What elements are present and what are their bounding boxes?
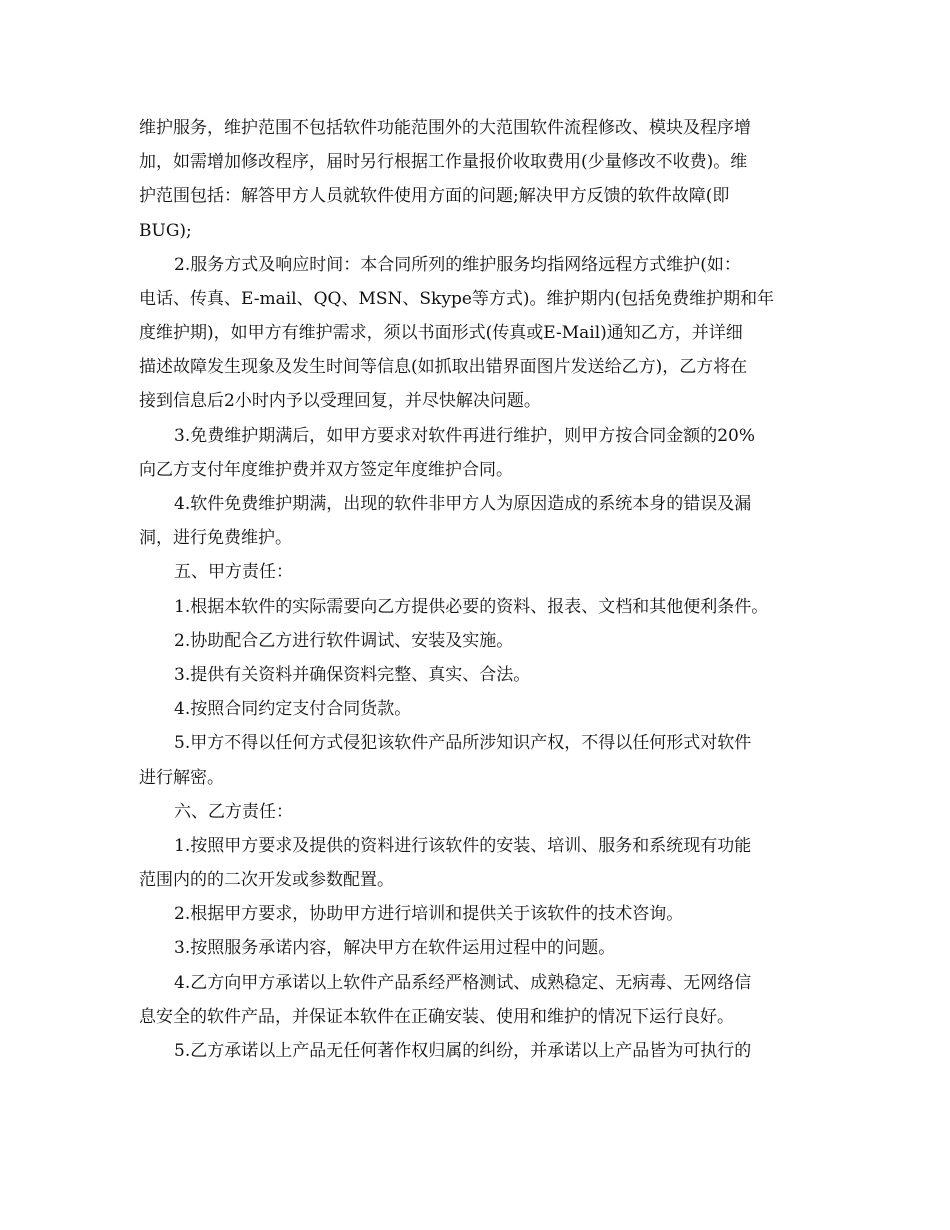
text-line: 维护服务，维护范围不包括软件功能范围外的大范围软件流程修改、模块及程序增 [139, 118, 751, 138]
text-line: 度维护期)，如甲方有维护需求，须以书面形式(传真或E-Mail)通知乙方，并详细 [139, 323, 743, 343]
list-item: 3.按照服务承诺内容，解决甲方在软件运用过程中的问题。 [174, 938, 616, 958]
text-line: 进行解密。 [139, 768, 224, 788]
list-item: 2.协助配合乙方进行软件调试、安装及实施。 [174, 631, 514, 651]
list-item: 4.按照合同约定支付合同货款。 [174, 699, 412, 719]
text-line: 电话、传真、E-mail、QQ、MSN、Skype等方式)。维护期内(包括免费维护期和年 [139, 289, 775, 309]
list-item: 5.甲方不得以任何方式侵犯该软件产品所涉知识产权，不得以任何形式对软件 [174, 733, 752, 753]
list-item: 3.提供有关资料并确保资料完整、真实、合法。 [174, 665, 531, 685]
paragraph-first-line: 3.免费维护期满后，如甲方要求对软件再进行维护，则甲方按合同金额的20% [174, 426, 756, 446]
text-line: 息安全的软件产品，并保证本软件在正确安装、使用和维护的情况下运行良好。 [139, 1007, 734, 1027]
list-item: 4.乙方向甲方承诺以上软件产品系经严格测试、成熟稳定、无病毒、无网络信 [174, 973, 752, 993]
text-line: 向乙方支付年度维护费并双方签定年度维护合同。 [139, 460, 513, 480]
text-line: BUG); [139, 221, 192, 241]
text-line: 接到信息后2小时内予以受理回复，并尽快解决问题。 [139, 391, 541, 411]
text-line: 洞，进行免费维护。 [139, 528, 292, 548]
section-heading: 五、甲方责任： [174, 562, 293, 582]
text-line: 加，如需增加修改程序，届时另行根据工作量报价收取费用(少量修改不收费)。维 [139, 152, 748, 172]
list-item: 1.根据本软件的实际需要向乙方提供必要的资料、报表、文档和其他便利条件。 [174, 597, 769, 617]
paragraph-first-line: 2.服务方式及响应时间：本合同所列的维护服务均指网络远程方式维护(如： [174, 255, 741, 275]
paragraph-first-line: 4.软件免费维护期满，出现的软件非甲方人为原因造成的系统本身的错误及漏 [174, 494, 752, 514]
text-line: 描述故障发生现象及发生时间等信息(如抓取出错界面图片发送给乙方)，乙方将在 [139, 357, 748, 377]
list-item: 2.根据甲方要求，协助甲方进行培训和提供关于该软件的技术咨询。 [174, 904, 684, 924]
section-heading: 六、乙方责任： [174, 802, 293, 822]
text-line: 范围内的的二次开发或参数配置。 [139, 870, 394, 890]
list-item: 1.按照甲方要求及提供的资料进行该软件的安装、培训、服务和系统现有功能 [174, 836, 752, 856]
list-item: 5.乙方承诺以上产品无任何著作权归属的纠纷，并承诺以上产品皆为可执行的 [174, 1041, 752, 1061]
text-line: 护范围包括：解答甲方人员就软件使用方面的问题;解决甲方反馈的软件故障(即 [139, 186, 730, 206]
